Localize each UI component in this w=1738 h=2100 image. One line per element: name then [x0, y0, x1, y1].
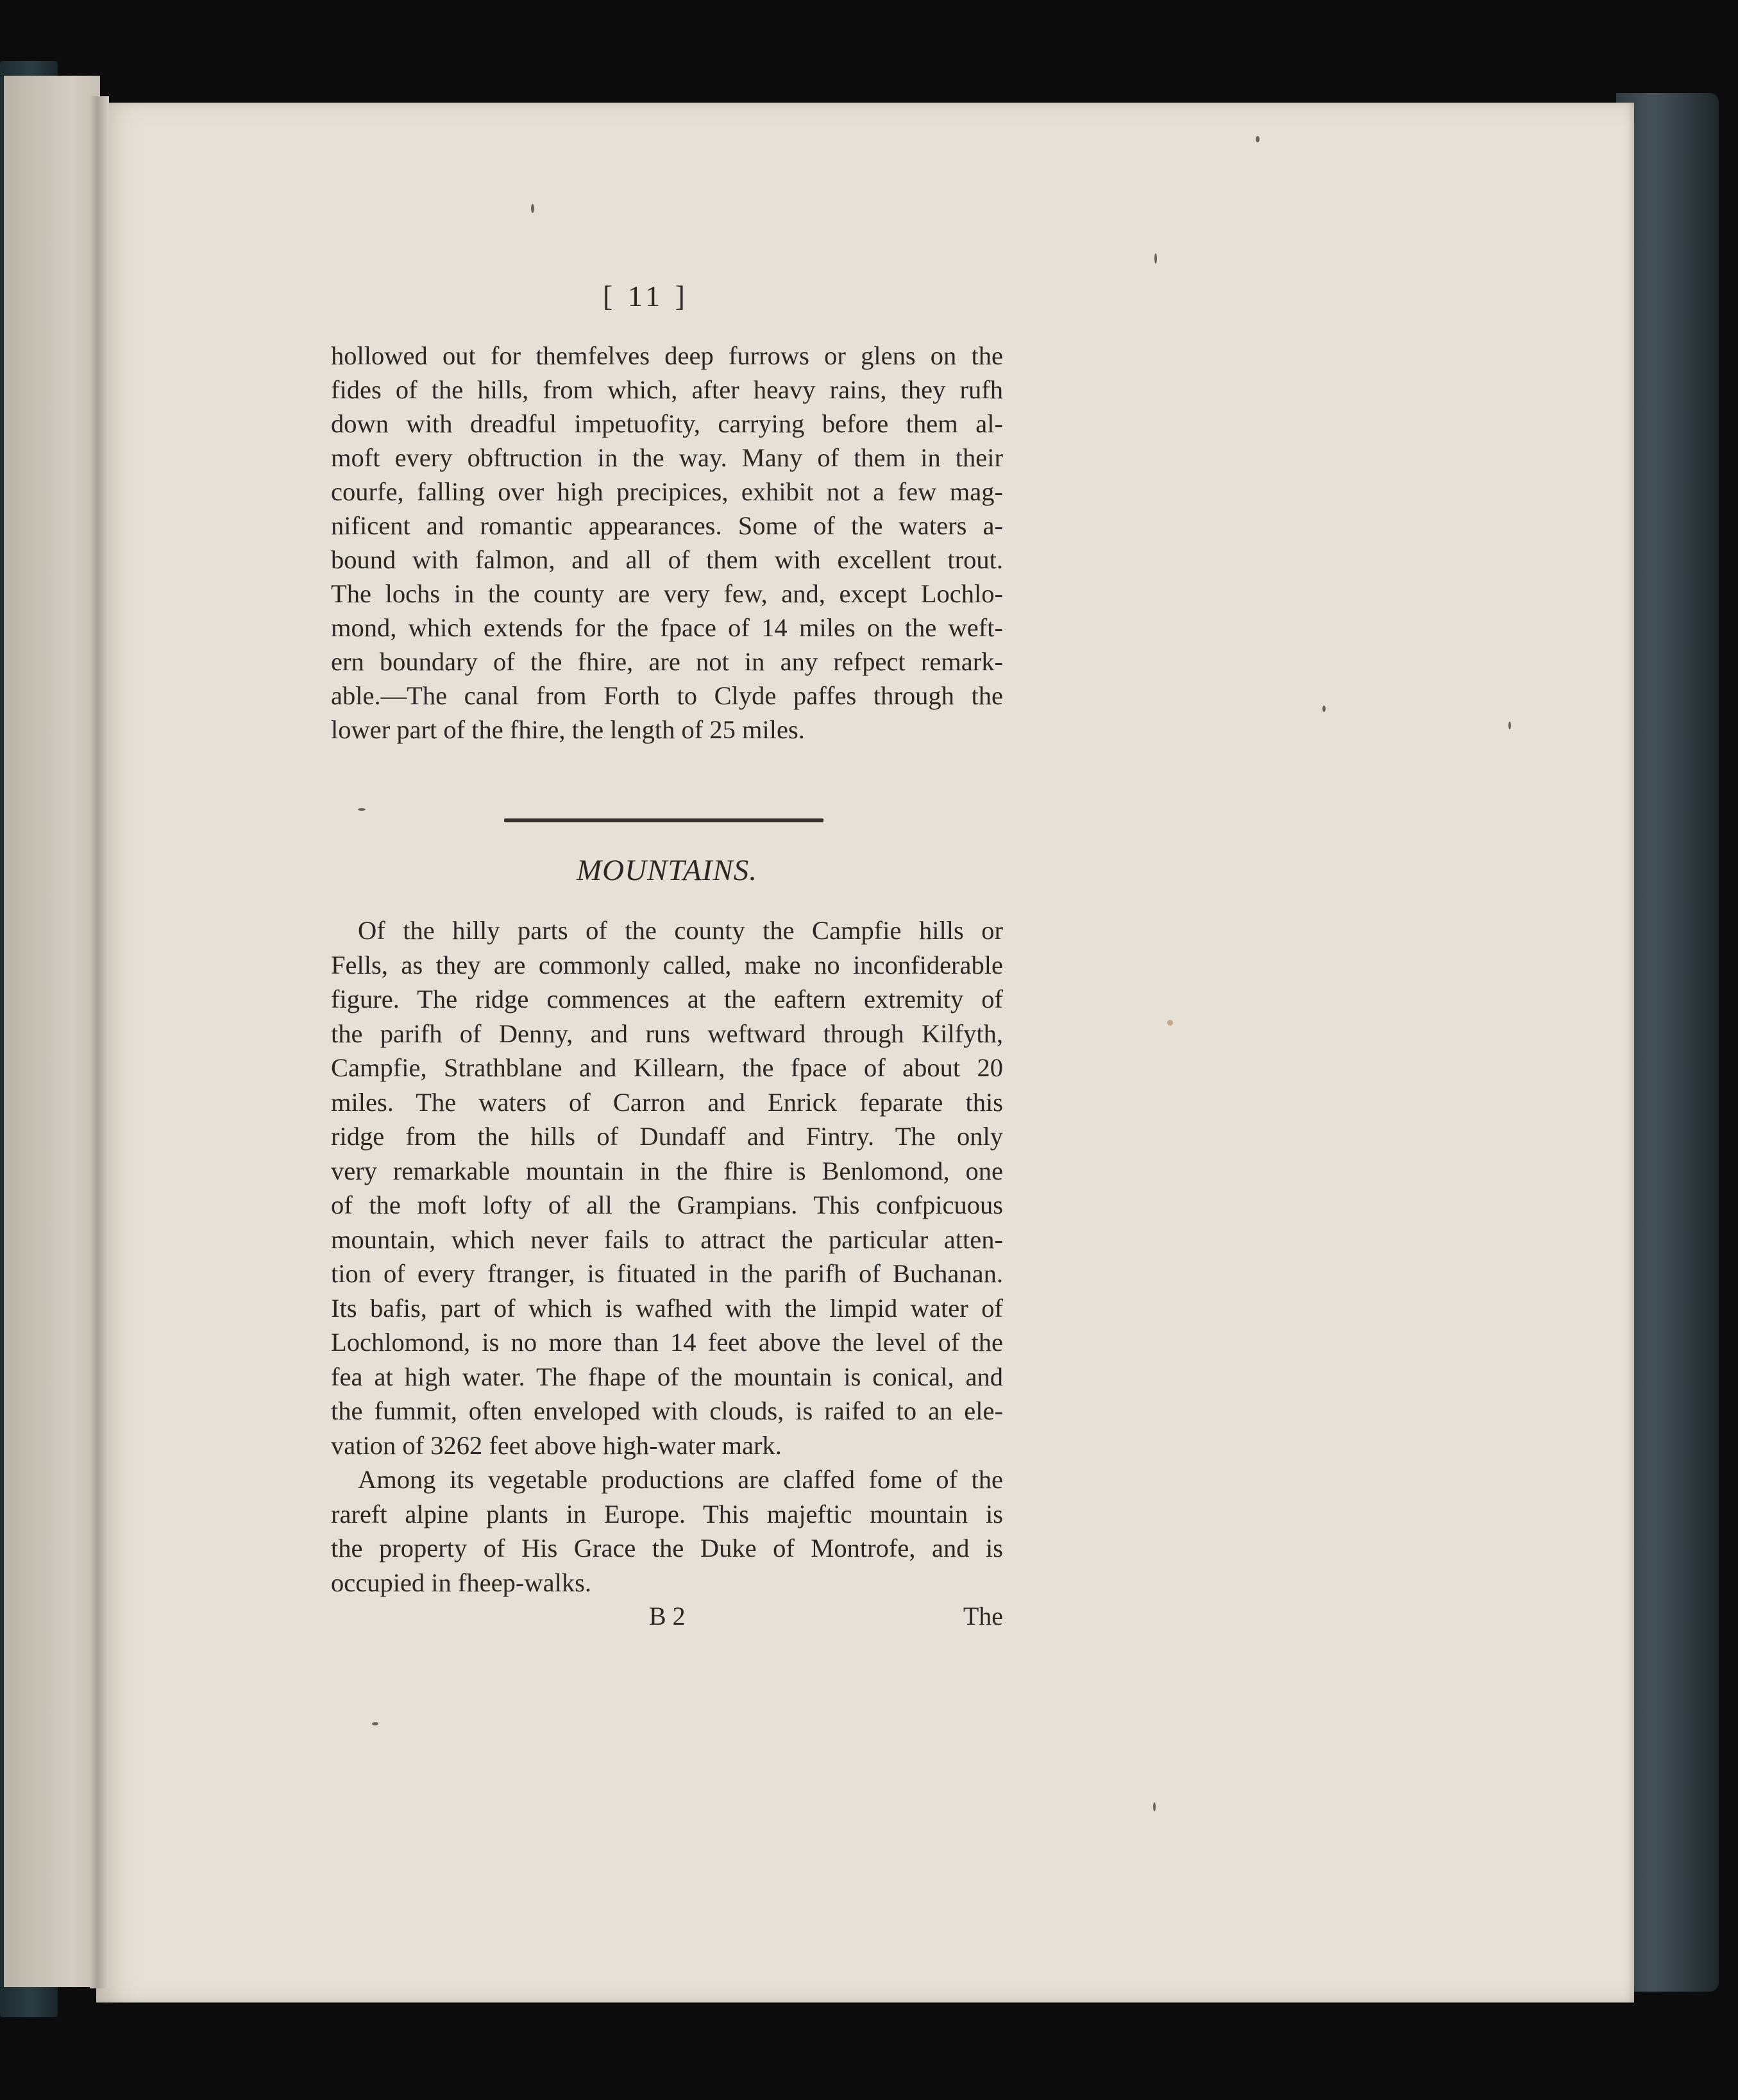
text-line: bound with falmon, and all of them with excellent trout. — [331, 545, 1003, 574]
text-line: the parifh of Denny, and runs weftward through Kilfyth, — [331, 1019, 1003, 1048]
paper-speck — [531, 204, 534, 213]
text-line: The lochs in the county are very few, and, except Lochlo- — [331, 579, 1003, 608]
text-line: vation of 3262 feet above high-water mark. — [331, 1431, 782, 1460]
paper-speck — [1322, 706, 1326, 712]
text-line: Of the hilly parts of the county the Campfie hills or — [358, 916, 1003, 945]
text-line: the fummit, often enveloped with clouds, is raifed to an ele- — [331, 1396, 1003, 1425]
text-line: occupied in fheep-walks. — [331, 1568, 591, 1597]
section-rule — [504, 818, 823, 822]
left-page-edge — [4, 76, 100, 1987]
page-number: [ 11 ] — [603, 280, 689, 312]
text-line: down with dreadful impetuofity, carrying before them al- — [331, 409, 1003, 438]
page-gutter — [90, 96, 109, 1988]
text-line: fea at high water. The fhape of the mountain is conical, and — [331, 1362, 1003, 1391]
paper-speck — [358, 808, 366, 811]
text-line: moft every obftruction in the way. Many of them in their — [331, 443, 1003, 472]
text-line: lower part of the fhire, the length of 25 miles. — [331, 715, 805, 744]
text-line: mountain, which never fails to attract the particular atten- — [331, 1225, 1003, 1254]
text-line: figure. The ridge commences at the eaftern extremity of — [331, 985, 1003, 1013]
catchword: The — [963, 1602, 1003, 1630]
text-line: nificent and romantic appearances. Some of the waters a- — [331, 511, 1003, 540]
text-line: miles. The waters of Carron and Enrick feparate this — [331, 1088, 1003, 1117]
paper-speck — [1167, 1020, 1173, 1026]
text-line: mond, which extends for the fpace of 14 miles on the weft- — [331, 613, 1003, 642]
text-line: tion of every ftranger, is fituated in the parifh of Buchanan. — [331, 1259, 1003, 1288]
paper-speck — [1154, 253, 1157, 264]
text-line: Fells, as they are commonly called, make no inconfiderable — [331, 951, 1003, 979]
text-line: Lochlomond, is no more than 14 feet above the level of the — [331, 1328, 1003, 1357]
text-line: Among its vegetable productions are claffed fome of the — [358, 1465, 1003, 1494]
text-line: ridge from the hills of Dundaff and Fintry. The only — [331, 1122, 1003, 1151]
paper-speck — [1256, 136, 1260, 142]
text-line: of the moft lofty of all the Grampians. This confpicuous — [331, 1190, 1003, 1219]
text-line: ern boundary of the fhire, are not in any refpect remark- — [331, 647, 1003, 676]
text-line: fides of the hills, from which, after heavy rains, they rufh — [331, 375, 1003, 404]
text-line: very remarkable mountain in the fhire is Benlomond, one — [331, 1156, 1003, 1185]
signature-mark: B 2 — [649, 1602, 686, 1630]
text-line: hollowed out for themfelves deep furrows or glens on the — [331, 341, 1003, 370]
paper-speck — [1508, 722, 1511, 729]
section-heading: MOUNTAINS. — [577, 854, 757, 887]
paper-speck — [372, 1722, 378, 1725]
text-line: able.—The canal from Forth to Clyde paffes through the — [331, 681, 1003, 710]
paper-speck — [1153, 1802, 1156, 1811]
text-line: courfe, falling over high precipices, exhibit not a few mag- — [331, 477, 1003, 506]
text-line: the property of His Grace the Duke of Montrofe, and is — [331, 1534, 1003, 1562]
text-line: Campfie, Strathblane and Killearn, the fpace of about 20 — [331, 1053, 1003, 1082]
text-line: rareft alpine plants in Europe. This majeftic mountain is — [331, 1500, 1003, 1528]
text-line: Its bafis, part of which is wafhed with the limpid water of — [331, 1294, 1003, 1323]
